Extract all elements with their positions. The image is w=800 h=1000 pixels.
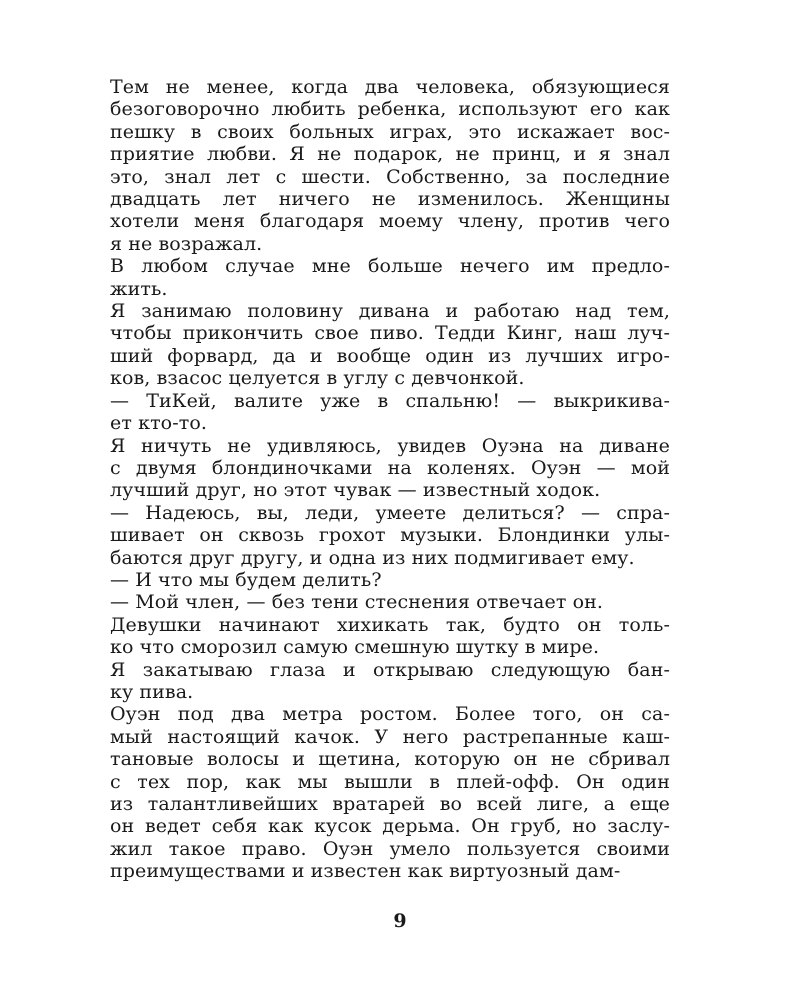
text-line: лучший друг, но этот чувак — известный ходок.: [110, 479, 601, 502]
text-line: Оуэн под два метра ростом. Более того, он са-: [110, 703, 670, 726]
text-line: — Надеюсь, вы, леди, умеете делиться? — спра-: [110, 501, 670, 524]
text-line: ко что сморозил самую смешную шутку в мире.: [110, 636, 600, 659]
text-line: — И что мы будем делить?: [110, 568, 382, 591]
paragraph: [110, 569, 670, 591]
text-line: Я занимаю половину дивана и работаю над тем,: [110, 300, 670, 323]
paragraph: [110, 300, 670, 390]
paragraph: [110, 502, 670, 569]
paragraph: [110, 703, 670, 882]
text-line: двадцать лет ничего не изменилось. Женщины: [110, 188, 670, 211]
text-line: Девушки начинают хихикать так, будто он толь-: [110, 613, 670, 636]
text-line: с двумя блондиночками на коленях. Оуэн — мой: [110, 456, 670, 479]
paragraph: [110, 435, 670, 502]
body-text: [110, 76, 670, 883]
text-line: тановые волосы и щетина, которую он не сбривал: [110, 748, 670, 771]
text-line: Я ничуть не удивляюсь, увидев Оуэна на диване: [110, 434, 670, 457]
text-line: баются друг другу, и одна из них подмигивает ему.: [110, 546, 635, 569]
page-number: 9: [393, 910, 407, 932]
text-line: он ведет себя как кусок дерьма. Он груб, но заслу-: [110, 815, 670, 838]
text-line: ет кто-то.: [110, 412, 208, 435]
text-line: преимуществами и известен как виртуозный дам-: [110, 860, 621, 883]
text-line: В любом случае мне больше нечего им предло-: [110, 255, 670, 278]
text-line: ку пива.: [110, 680, 194, 703]
text-line: хотели меня благодаря моему члену, против чего: [110, 210, 670, 233]
text-line: — Мой член, — без тени стеснения отвечает он.: [110, 591, 604, 614]
text-line: пешку в своих больных играх, это искажает вос-: [110, 120, 670, 143]
text-line: шивает он сквозь грохот музыки. Блондинки улы-: [110, 524, 670, 547]
text-line: Я закатываю глаза и открываю следующую бан-: [110, 658, 670, 681]
text-line: — ТиКей, валите уже в спальню! — выкрикива-: [110, 389, 670, 412]
text-line: из талантливейших вратарей во всей лиге, а еще: [110, 793, 670, 815]
paragraph: [110, 591, 670, 613]
text-line: жил такое право. Оуэн умело пользуется своими: [110, 837, 670, 860]
paragraph: [110, 76, 670, 255]
paragraph: [110, 390, 670, 435]
text-line: чтобы прикончить свое пиво. Тедди Кинг, наш луч-: [110, 322, 670, 345]
text-line: я не возражал.: [110, 232, 263, 255]
text-line: Тем не менее, когда два человека, обязующиеся: [110, 76, 670, 98]
text-line: ков, взасос целуется в углу с девчонкой.: [110, 367, 525, 390]
text-line: это, знал лет с шести. Собственно, за последние: [110, 165, 670, 188]
text-line: ший форвард, да и вообще один из лучших игро-: [110, 344, 670, 367]
text-line: безоговорочно любить ребенка, используют его как: [110, 98, 670, 121]
paragraph: [110, 255, 670, 300]
paragraph: [110, 659, 670, 704]
text-line: мый настоящий качок. У него растрепанные каш-: [110, 725, 670, 748]
text-line: приятие любви. Я не подарок, не принц, и я знал: [110, 143, 670, 166]
text-line: с тех пор, как мы вышли в плей-офф. Он один: [110, 770, 670, 793]
text-line: жить.: [110, 277, 168, 300]
paragraph: [110, 614, 670, 659]
